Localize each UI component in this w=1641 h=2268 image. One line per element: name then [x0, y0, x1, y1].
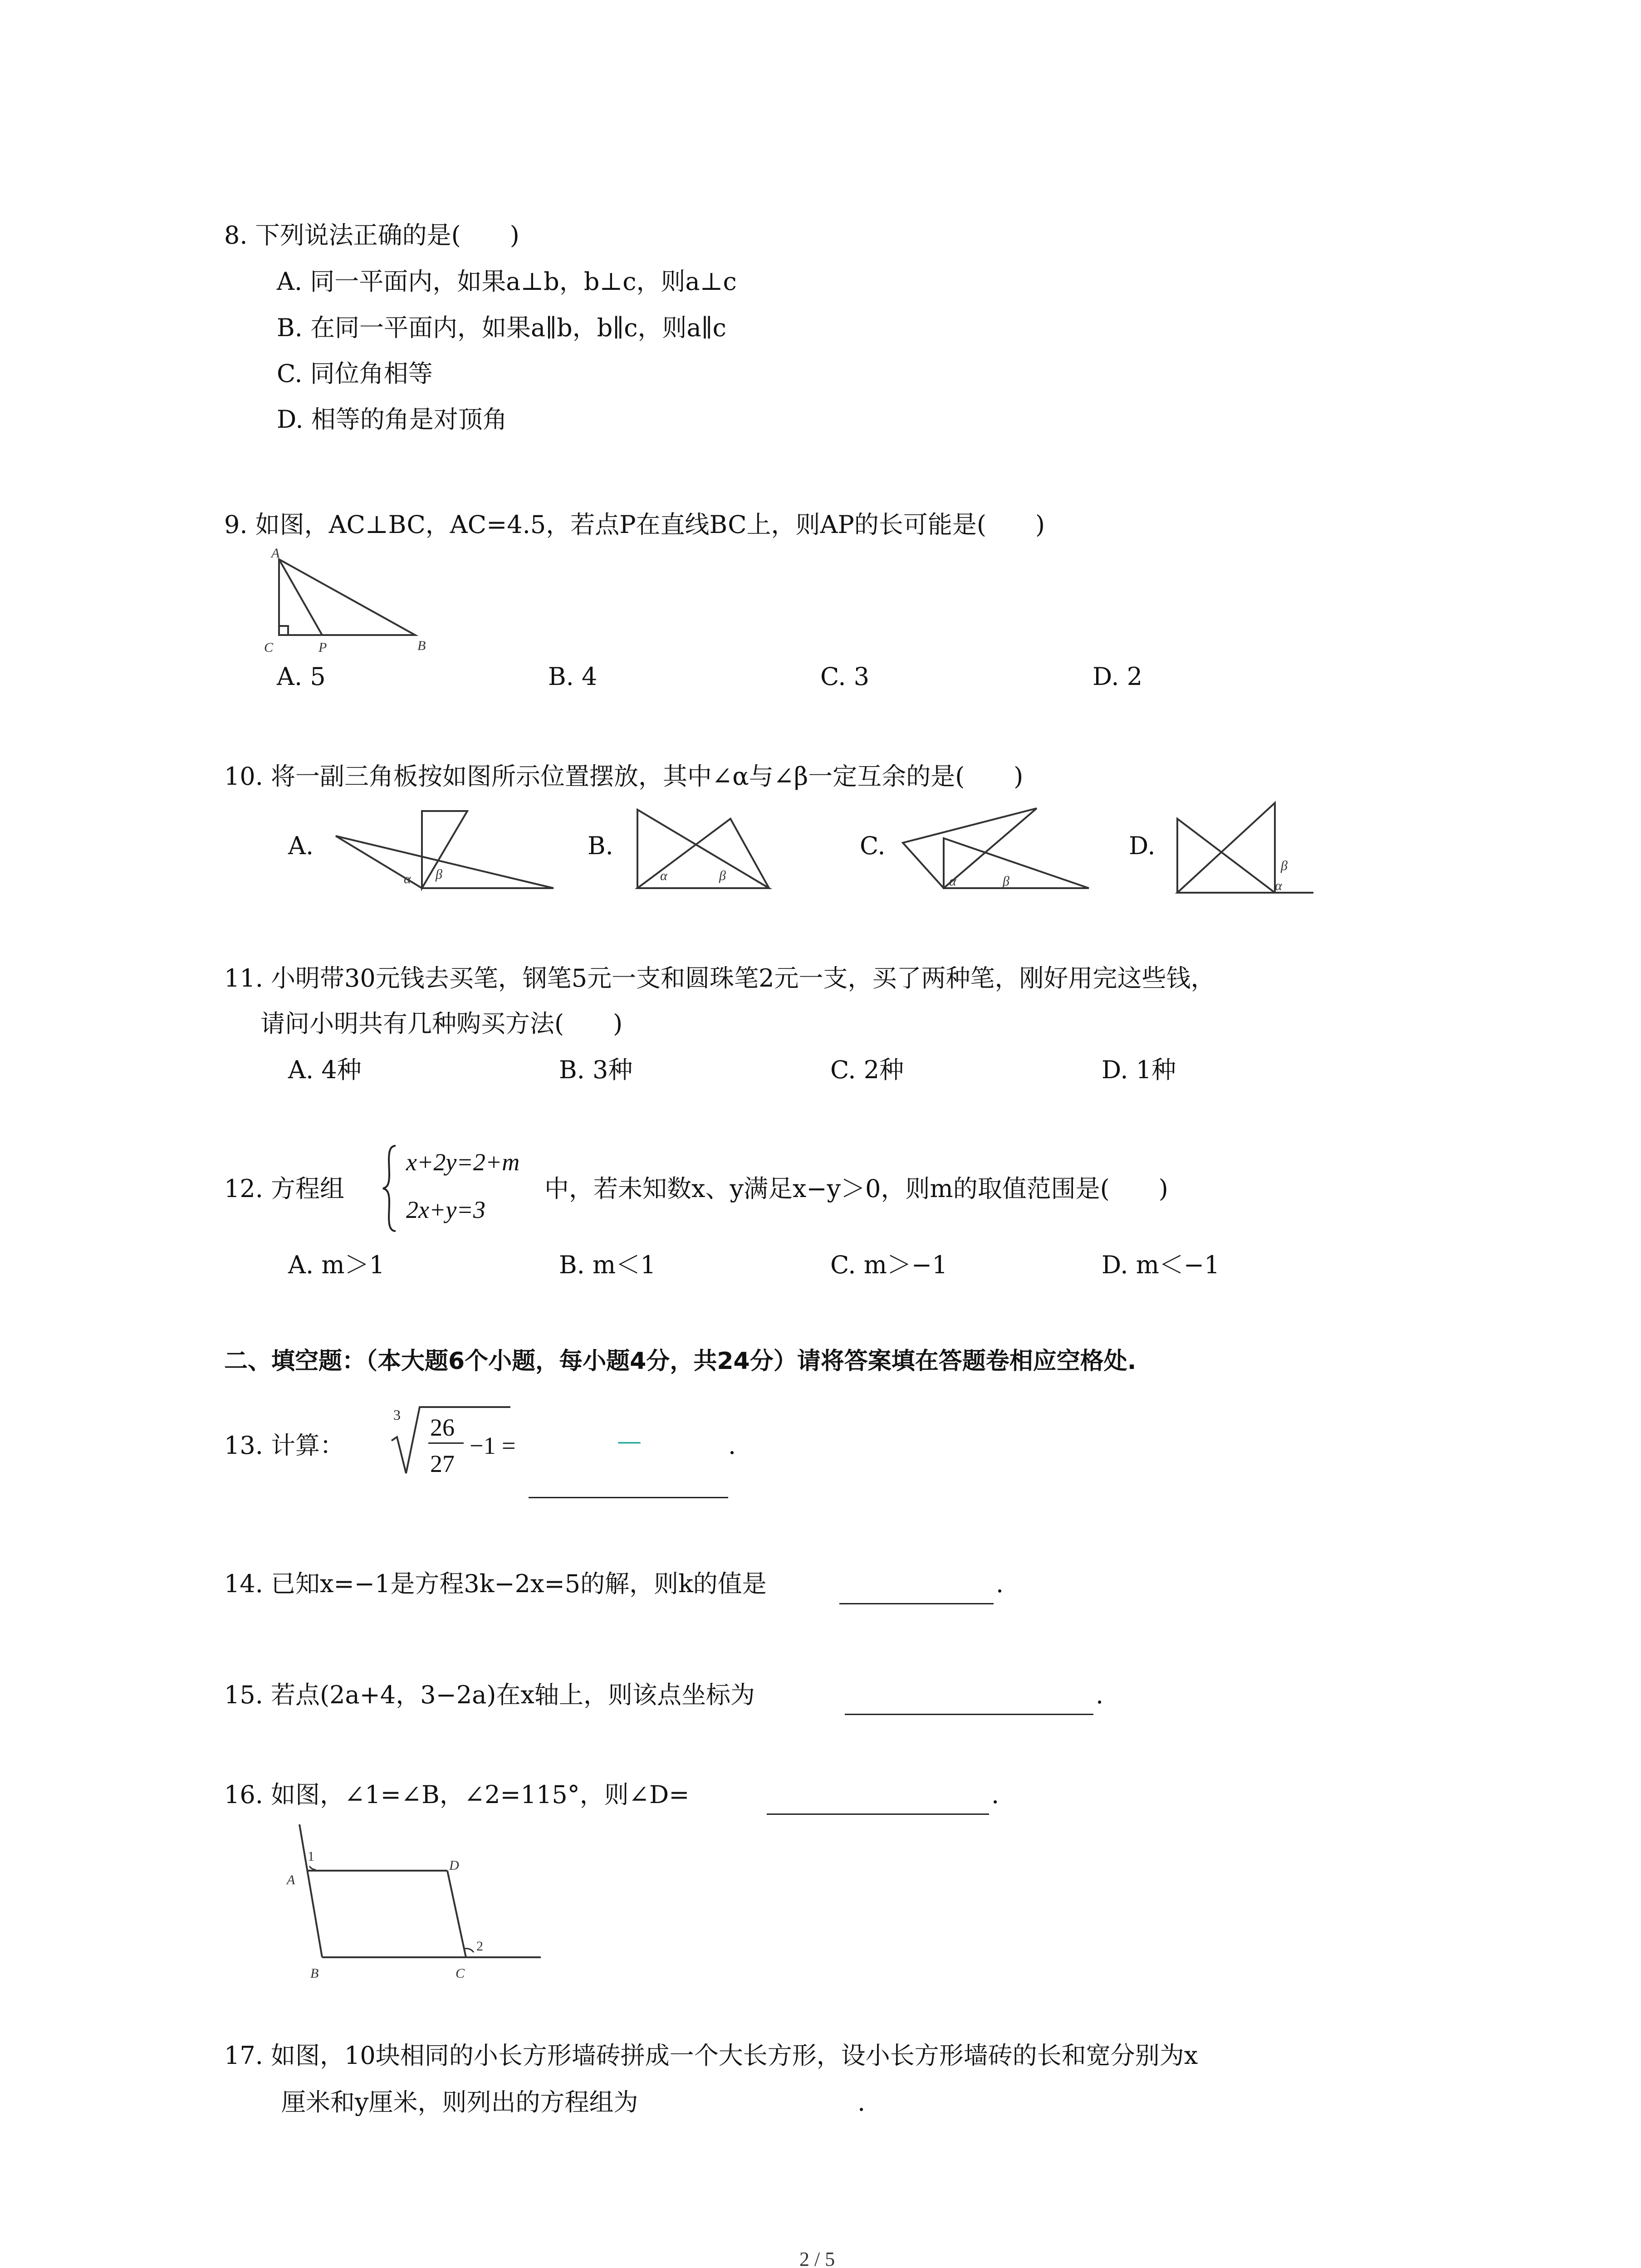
- q9-option-c: C. 3: [820, 662, 870, 691]
- q11-option-c: C. 2种: [830, 1056, 904, 1084]
- q11-stem-line2: 请问小明共有几种购买方法( ): [260, 1009, 623, 1038]
- q13-tail: −1 =: [470, 1432, 516, 1459]
- q13-denominator: 27: [430, 1450, 455, 1477]
- q12-option-d: D. m＜−1: [1102, 1251, 1220, 1279]
- q10-figure-a: [336, 805, 554, 896]
- q12-option-a: A. m＞1: [288, 1251, 385, 1279]
- q10-b-beta: β: [719, 868, 726, 883]
- q13-numerator: 26: [430, 1414, 455, 1441]
- q17-line2: 厘米和y厘米，则列出的方程组为: [281, 2088, 638, 2116]
- q12-equation-2: 2x+y=3: [406, 1196, 485, 1223]
- q8-stem: 8. 下列说法正确的是( ): [224, 221, 519, 249]
- q10-option-c-label: C.: [860, 831, 886, 860]
- q11-stem-line1: 11. 小明带30元钱去买笔，钢笔5元一支和圆珠笔2元一支，买了两种笔，刚好用完这些钱，: [224, 964, 1215, 992]
- q9-stem: 9. 如图，AC⊥BC，AC=4.5，若点P在直线BC上，则AP的长可能是( ): [224, 510, 1045, 539]
- q10-option-a-label: A.: [288, 831, 314, 860]
- q16-label-a: A: [287, 1872, 295, 1887]
- q10-stem: 10. 将一副三角板按如图所示位置摆放，其中∠α与∠β一定互余的是( ): [224, 762, 1024, 791]
- q14-period: .: [996, 1569, 1004, 1598]
- q10-a-alpha: α: [404, 871, 411, 886]
- q9-label-a: A: [271, 546, 280, 561]
- q16-label-b: B: [310, 1966, 319, 1981]
- q12-suffix: 中，若未知数x、y满足x−y＞0，则m的取值范围是( ): [544, 1174, 1168, 1203]
- q9-label-b: B: [417, 638, 426, 653]
- q9-label-p: P: [318, 640, 327, 655]
- q17-line1: 17. 如图，10块相同的小长方形墙砖拼成一个大长方形，设小长方形墙砖的长和宽分别为x: [224, 2041, 1198, 2070]
- q16-text: 16. 如图，∠1=∠B，∠2=115°，则∠D=: [224, 1780, 690, 1809]
- q10-b-alpha: α: [660, 868, 667, 883]
- q10-a-beta: β: [436, 867, 442, 882]
- q10-c-beta: β: [1003, 874, 1009, 889]
- q10-figure-d: [1173, 803, 1318, 900]
- q16-label-2: 2: [476, 1939, 483, 1954]
- q15-period: .: [1096, 1681, 1104, 1709]
- q13-root-index: 3: [393, 1407, 401, 1423]
- q16-label-d: D: [449, 1858, 459, 1873]
- q16-answer-blank[interactable]: [767, 1813, 989, 1815]
- q13-dash: —: [617, 1427, 642, 1455]
- q9-label-c: C: [264, 640, 274, 655]
- q16-period: .: [991, 1780, 999, 1809]
- q8-option-a: A. 同一平面内，如果a⊥b，b⊥c，则a⊥c: [277, 267, 737, 296]
- q11-option-d: D. 1种: [1102, 1056, 1176, 1084]
- q11-option-a: A. 4种: [288, 1056, 362, 1084]
- q12-equation-1: x+2y=2+m: [406, 1149, 520, 1176]
- q8-option-b: B. 在同一平面内，如果a∥b，b∥c，则a∥c: [277, 313, 726, 342]
- q15-answer-blank[interactable]: [845, 1714, 1093, 1715]
- q10-c-alpha: α: [949, 874, 956, 889]
- q10-option-b-label: B.: [588, 831, 613, 860]
- q14-answer-blank[interactable]: [839, 1603, 994, 1604]
- q13-period: .: [728, 1431, 736, 1460]
- q11-option-b: B. 3种: [559, 1056, 633, 1084]
- q9-option-d: D. 2: [1092, 662, 1143, 691]
- q10-d-beta: β: [1281, 858, 1288, 873]
- q16-label-c: C: [456, 1966, 465, 1981]
- q16-quadrilateral-figure: [281, 1819, 544, 1987]
- q8-option-d: D. 相等的角是对顶角: [277, 405, 507, 434]
- q13-fraction-bar: [428, 1442, 464, 1444]
- q9-option-b: B. 4: [548, 662, 598, 691]
- q12-prefix: 12. 方程组: [224, 1174, 345, 1203]
- section-2-heading: 二、填空题：（本大题6个小题，每小题4分，共24分）请将答案填在答题卷相应空格处.: [224, 1348, 1136, 1375]
- q12-option-b: B. m＜1: [559, 1251, 656, 1279]
- q15-text: 15. 若点(2a+4，3−2a)在x轴上，则该点坐标为: [224, 1681, 755, 1709]
- q13-answer-blank[interactable]: [529, 1497, 728, 1498]
- q17-period: .: [857, 2088, 866, 2116]
- q10-d-alpha: α: [1275, 878, 1282, 893]
- q12-brace: [381, 1143, 399, 1234]
- q9-triangle-figure: [259, 547, 449, 655]
- q10-option-d-label: D.: [1129, 831, 1156, 860]
- q10-figure-c: [903, 803, 1089, 898]
- q13-prefix: 13. 计算：: [224, 1431, 345, 1460]
- q10-figure-b: [633, 805, 774, 896]
- q8-option-c: C. 同位角相等: [277, 359, 433, 388]
- q16-label-1: 1: [308, 1849, 314, 1864]
- q14-text: 14. 已知x=−1是方程3k−2x=5的解，则k的值是: [224, 1569, 767, 1598]
- page-number: 2 / 5: [799, 2248, 835, 2268]
- q12-option-c: C. m＞−1: [830, 1251, 948, 1279]
- q9-option-a: A. 5: [277, 662, 326, 691]
